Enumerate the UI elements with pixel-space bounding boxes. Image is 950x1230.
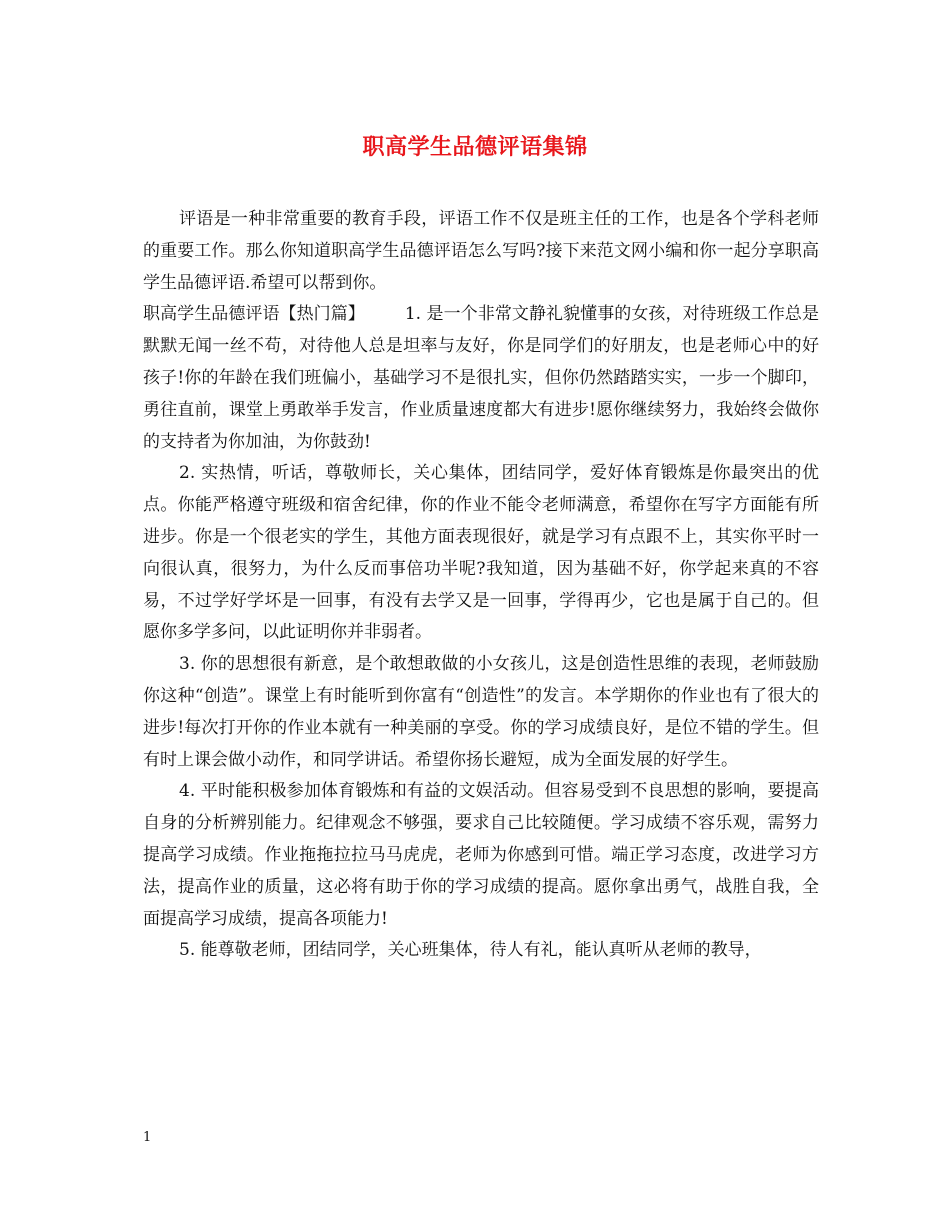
comment-item-5: 5. 能尊敬老师，团结同学，关心班集体，待人有礼，能认真听从老师的教导， <box>179 940 762 961</box>
comment-item-4: 4. 平时能积极参加体育锻炼和有益的文娱活动。但容易受到不良思想的影响，要提高自身的分析辨别能力。纪律观念不够强，要求自己比较随便。学习成绩不容乐观，需努力提高学习成绩。作业拖拖拉拉马马虎虎，老师为你感到可惜。端正学习态度，改进学习方法，提高作业的质量，这必将有助于你的学习成绩的提高。愿你拿出勇气，战胜自我，全面提高学习成绩，提高各项能力! <box>143 781 819 929</box>
document-body <box>143 204 819 967</box>
document-title: 职高学生品德评语集锦 <box>362 134 588 160</box>
comment-item-2: 2. 实热情，听话，尊敬师长，关心集体，团结同学，爱好体育锻炼是你最突出的优点。你能严格遵守班级和宿舍纪律，你的作业不能令老师满意，希望你在写字方面能有所进步。你是一个很老实的学生，其他方面表现很好，就是学习有点跟不上，其实你平时一向很认真，很努力，为什么反而事倍功半呢?我知道，因为基础不好，你学起来真的不容易，不过学好学坏是一回事，有没有去学又是一回事，学得再少，它也是属于自己的。但愿你多学多问，以此证明你并非弱者。 <box>143 463 819 643</box>
section-paragraph <box>143 299 819 458</box>
page-number: 1 <box>143 1130 152 1145</box>
section-heading: 职高学生品德评语【热门篇】 <box>143 304 365 325</box>
comment-item-3: 3. 你的思想很有新意，是个敢想敢做的小女孩儿，这是创造性思维的表现，老师鼓励你这种“创造”。课堂上有时能听到你富有“创造性”的发言。本学期你的作业也有了很大的进步!每次打开你的作业本就有一种美丽的享受。你的学习成绩良好，是位不错的学生。但有时上课会做小动作，和同学讲话。希望你扬长避短，成为全面发展的好学生。 <box>143 654 819 770</box>
intro-paragraph: 评语是一种非常重要的教育手段，评语工作不仅是班主任的工作，也是各个学科老师的重要工作。那么你知道职高学生品德评语怎么写吗?接下来范文网小编和你一起分享职高学生品德评语.希望可以帮到你。 <box>143 209 819 293</box>
comment-item-1: 1. 是一个非常文静礼貌懂事的女孩，对待班级工作总是默默无闻一丝不苟，对待他人总是坦率与友好，你是同学们的好朋友，也是老师心中的好孩子!你的年龄在我们班偏小，基础学习不是很扎实，但你仍然踏踏实实，一步一个脚印，勇往直前，课堂上勇敢举手发言，作业质量速度都大有进步!愿你继续努力，我始终会做你的支持者为你加油，为你鼓劲! <box>143 304 819 452</box>
